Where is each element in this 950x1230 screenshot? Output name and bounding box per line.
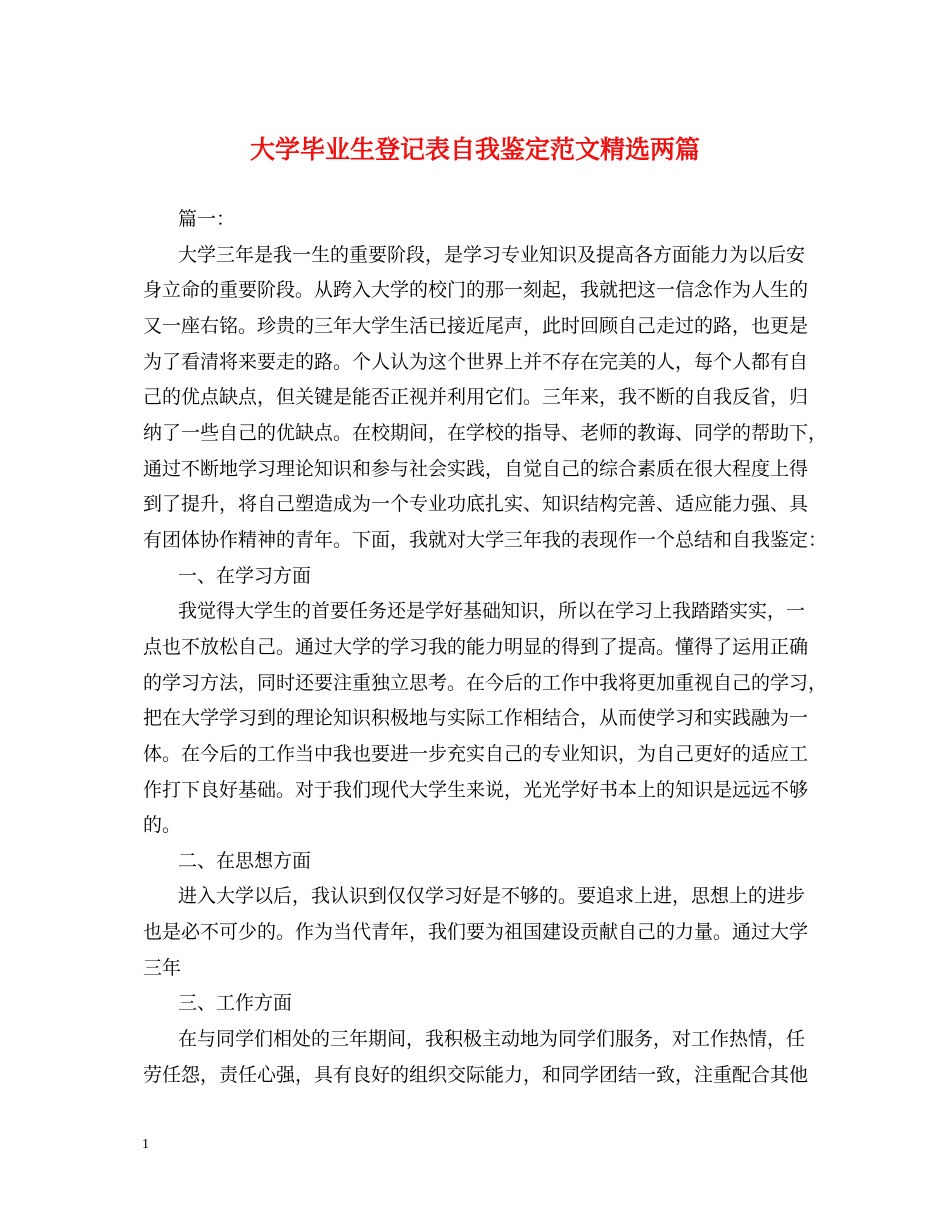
body-line: 点也不放松自己。通过大学的学习我的能力明显的得到了提高。懂得了运用正确 [143, 635, 809, 658]
body-line: 到了提升，将自己塑造成为一个专业功底扎实、知识结构完善、适应能力强、具 [143, 493, 809, 516]
section-heading: 二、在思想方面 [178, 849, 312, 872]
body-line: 我觉得大学生的首要任务还是学好基础知识，所以在学习上我踏踏实实，一 [178, 600, 806, 623]
body-line: 也是必不可少的。作为当代青年，我们要为祖国建设贡献自己的力量。通过大学 [143, 921, 809, 944]
body-line: 作打下良好基础。对于我们现代大学生来说，光光学好书本上的知识是远远不够 [143, 778, 809, 801]
body-line: 劳任怨，责任心强，具有良好的组织交际能力，和同学团结一致，注重配合其他 [143, 1063, 809, 1086]
body-line: 的。 [143, 814, 182, 837]
body-line: 三年 [143, 956, 182, 979]
body-line: 为了看清将来要走的路。个人认为这个世界上并不存在完美的人，每个人都有自 [143, 350, 809, 373]
body-line: 大学三年是我一生的重要阶段，是学习专业知识及提高各方面能力为以后安 [178, 243, 806, 266]
body-line: 通过不断地学习理论知识和参与社会实践，自觉自己的综合素质在很大程度上得 [143, 457, 809, 480]
intro-paragraph [143, 238, 843, 559]
part-label: 篇一： [178, 208, 236, 230]
section-heading: 三、工作方面 [178, 992, 293, 1015]
section-thought [143, 844, 843, 987]
document-body [143, 202, 843, 1093]
body-line: 纳了一些自己的优缺点。在校期间，在学校的指导、老师的教诲、同学的帮助下， [143, 421, 828, 444]
body-line: 又一座右铭。珍贵的三年大学生活已接近尾声，此时回顾自己走过的路，也更是 [143, 314, 809, 337]
document-title: 大学毕业生登记表自我鉴定范文精选两篇 [249, 135, 700, 164]
body-line: 身立命的重要阶段。从跨入大学的校门的那一刻起，我就把这一信念作为人生的 [143, 279, 809, 302]
body-line: 己的优点缺点，但关键是能否正视并利用它们。三年来，我不断的自我反省，归 [143, 386, 809, 409]
page-number: 1 [142, 1137, 149, 1152]
body-line: 的学习方法，同时还要注重独立思考。在今后的工作中我将更加重视自己的学习， [143, 671, 828, 694]
section-work [143, 986, 843, 1093]
section-study [143, 559, 843, 844]
body-line: 进入大学以后，我认识到仅仅学习好是不够的。要追求上进，思想上的进步 [178, 885, 806, 908]
section-heading: 一、在学习方面 [178, 564, 312, 587]
body-line: 有团体协作精神的青年。下面，我就对大学三年我的表现作一个总结和自我鉴定： [143, 528, 828, 551]
body-line: 在与同学们相处的三年期间，我积极主动地为同学们服务，对工作热情，任 [178, 1028, 806, 1051]
body-line: 把在大学学习到的理论知识积极地与实际工作相结合，从而使学习和实践融为一 [143, 707, 809, 730]
body-line: 体。在今后的工作当中我也要进一步充实自己的专业知识，为自己更好的适应工 [143, 742, 809, 765]
